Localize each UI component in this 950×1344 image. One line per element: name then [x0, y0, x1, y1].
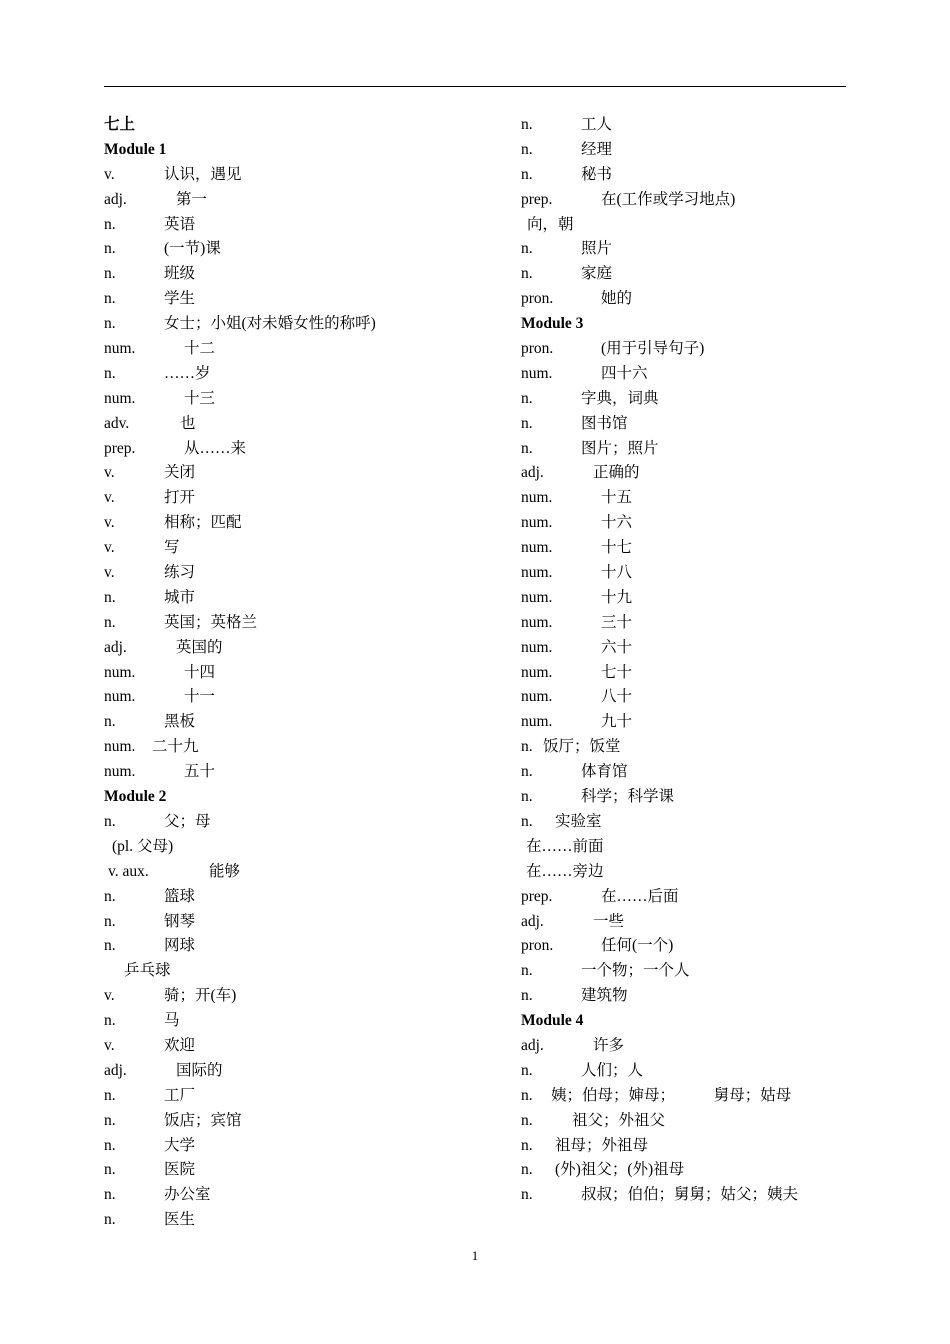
meaning: 七十: [601, 663, 633, 681]
vocab-entry: [521, 1183, 851, 1208]
meaning: 十八: [601, 564, 633, 582]
meaning: 工厂: [164, 1086, 196, 1104]
part-of-speech: v.: [104, 165, 115, 183]
meaning: 医院: [164, 1161, 196, 1179]
vocab-entry: [104, 486, 504, 511]
meaning: 图书馆: [581, 414, 628, 432]
part-of-speech: n.: [104, 1086, 116, 1104]
part-of-speech: num.: [104, 663, 136, 681]
part-of-speech: pron.: [521, 290, 554, 308]
meaning: 医生: [164, 1211, 196, 1229]
vocab-entry: [104, 984, 504, 1009]
part-of-speech: num.: [521, 688, 553, 706]
vocab-note: (pl. 父母): [112, 837, 174, 855]
part-of-speech: n.: [104, 1136, 116, 1154]
vocab-note: 在……旁边: [526, 862, 604, 880]
meaning: 十六: [601, 514, 633, 532]
part-of-speech: n.: [104, 713, 116, 731]
part-of-speech: n.: [104, 1211, 116, 1229]
vocab-entry: [104, 710, 504, 735]
part-of-speech: n.: [521, 987, 533, 1005]
meaning: 她的: [601, 290, 633, 308]
meaning: 叔叔；伯伯；舅舅；姑父；姨夫: [581, 1186, 799, 1204]
meaning: 第一: [176, 190, 208, 208]
meaning: 钢琴: [164, 912, 196, 930]
meaning: 正确的: [593, 464, 640, 482]
vocab-entry: [521, 984, 851, 1009]
vocab-entry: [104, 312, 504, 337]
part-of-speech: v.: [104, 987, 115, 1005]
vocab-entry: [104, 213, 504, 238]
vocab-entry: [521, 337, 851, 362]
vocab-entry: [104, 661, 504, 686]
meaning: 工人: [581, 116, 613, 133]
meaning: 图片；照片: [581, 439, 659, 457]
part-of-speech: num.: [521, 713, 553, 731]
vocab-entry: [104, 636, 504, 661]
vocab-entry: [521, 735, 851, 760]
part-of-speech: v.: [104, 564, 115, 582]
part-of-speech: n.: [521, 738, 533, 756]
vocab-entry: [104, 536, 504, 561]
meaning: 照片: [581, 240, 613, 258]
meaning: 写: [164, 539, 180, 557]
meaning: 十九: [601, 588, 633, 606]
part-of-speech: prep.: [521, 887, 553, 905]
part-of-speech: prep.: [521, 190, 553, 208]
part-of-speech: pron.: [521, 340, 554, 358]
vocab-entry: [521, 710, 851, 735]
vocab-entry: [521, 362, 851, 387]
header-rule: [104, 86, 846, 87]
part-of-speech: n.: [104, 240, 116, 258]
part-of-speech: n.: [521, 265, 533, 283]
meaning: 一些: [593, 912, 625, 930]
vocab-entry: [521, 412, 851, 437]
section-heading: Module 1: [104, 140, 167, 158]
vocab-entry: [104, 1134, 504, 1159]
part-of-speech: n.: [521, 812, 533, 830]
meaning: 网球: [164, 937, 196, 955]
vocab-entry: [521, 611, 851, 636]
meaning: 也: [180, 414, 196, 432]
meaning: 国际的: [176, 1061, 223, 1079]
meaning: 大学: [164, 1136, 196, 1154]
meaning: 家庭: [581, 265, 613, 283]
meaning: 六十: [601, 638, 633, 656]
vocab-entry: [104, 934, 504, 959]
section-heading: 七上: [104, 116, 136, 133]
vocab-entry: [104, 1208, 504, 1233]
meaning: 科学；科学课: [581, 788, 675, 806]
vocab-entry: [521, 511, 851, 536]
meaning: 学生: [164, 290, 196, 308]
part-of-speech: pron.: [521, 937, 554, 955]
part-of-speech: num.: [521, 638, 553, 656]
meaning: 相称；匹配: [164, 514, 242, 532]
vocab-entry: [521, 461, 851, 486]
part-of-speech: v.: [104, 464, 115, 482]
vocab-entry: [521, 1109, 851, 1134]
meaning: 字典，词典: [581, 389, 659, 407]
part-of-speech: n.: [521, 116, 533, 133]
part-of-speech: n.: [521, 1061, 533, 1079]
meaning: 十五: [601, 489, 633, 507]
vocab-entry: [521, 237, 851, 262]
section-heading: Module 2: [104, 788, 167, 806]
part-of-speech: num.: [521, 613, 553, 631]
part-of-speech: n.: [521, 389, 533, 407]
meaning: 欢迎: [164, 1036, 196, 1054]
part-of-speech: n.: [104, 215, 116, 233]
meaning: 三十: [601, 613, 633, 631]
part-of-speech: adj.: [521, 464, 544, 482]
vocab-entry: [521, 113, 851, 138]
vocab-entry: [521, 486, 851, 511]
vocab-entry: [104, 362, 504, 387]
vocab-note: 在……前面: [526, 837, 604, 855]
section-heading: Module 4: [521, 1012, 584, 1030]
meaning: 打开: [164, 489, 196, 507]
vocab-entry: [521, 387, 851, 412]
vocab-entry: [521, 561, 851, 586]
vocab-entry: [104, 735, 504, 760]
vocab-entry: [521, 138, 851, 163]
part-of-speech: n.: [104, 1186, 116, 1204]
vocab-entry: [104, 1034, 504, 1059]
meaning: 饭厅；饭堂: [543, 738, 621, 756]
meaning: 从……来: [184, 439, 247, 457]
part-of-speech: n.: [104, 613, 116, 631]
part-of-speech: adv.: [104, 414, 130, 432]
vocab-entry: [104, 262, 504, 287]
part-of-speech: num.: [104, 738, 136, 756]
meaning: 十七: [601, 539, 633, 557]
vocab-entry: [104, 511, 504, 536]
meaning: 人们；人: [581, 1061, 644, 1079]
part-of-speech: v.: [104, 489, 115, 507]
vocab-entry: [521, 959, 851, 984]
vocab-entry: [521, 287, 851, 312]
vocab-entry: [104, 163, 504, 188]
meaning: 关闭: [164, 464, 196, 482]
part-of-speech: v.: [104, 1036, 115, 1054]
vocab-entry: [104, 1059, 504, 1084]
part-of-speech: n.: [104, 265, 116, 283]
part-of-speech: num.: [521, 539, 553, 557]
part-of-speech: n.: [521, 962, 533, 980]
part-of-speech: v.: [104, 514, 115, 532]
part-of-speech: n.: [104, 812, 116, 830]
vocab-entry: [521, 536, 851, 561]
part-of-speech: num.: [521, 564, 553, 582]
meaning: 办公室: [164, 1186, 211, 1204]
vocab-entry: [521, 685, 851, 710]
meaning: 练习: [164, 564, 196, 582]
part-of-speech: num.: [521, 588, 553, 606]
meaning: (一节)课: [164, 240, 221, 258]
part-of-speech: n.: [521, 1111, 533, 1129]
vocab-entry: [104, 611, 504, 636]
meaning: 饭店；宾馆: [164, 1111, 242, 1129]
meaning: ……岁: [164, 364, 211, 382]
part-of-speech: n.: [104, 937, 116, 955]
part-of-speech: num.: [104, 340, 136, 358]
page-number: 1: [471, 1248, 479, 1263]
vocab-entry: [104, 337, 504, 362]
part-of-speech: n.: [521, 140, 533, 158]
meaning: 八十: [601, 688, 633, 706]
vocab-entry: [104, 685, 504, 710]
vocab-entry: [104, 910, 504, 935]
vocab-entry: [521, 760, 851, 785]
meaning: 四十六: [601, 364, 648, 382]
vocab-entry: [104, 287, 504, 312]
meaning: 马: [164, 1012, 180, 1030]
vocab-entry: [104, 1183, 504, 1208]
meaning: 英国的: [176, 638, 223, 656]
meaning: (用于引导句子): [601, 340, 705, 358]
vocab-entry: [521, 1084, 851, 1109]
vocab-entry: [104, 860, 504, 885]
part-of-speech: n.: [521, 165, 533, 183]
part-of-speech: v. aux.: [108, 862, 149, 880]
part-of-speech: adj.: [104, 1061, 127, 1079]
vocab-entry: [104, 1084, 504, 1109]
meaning: 祖父；外祖父: [572, 1111, 666, 1129]
vocab-entry: [521, 636, 851, 661]
meaning: 父；母: [164, 812, 211, 830]
part-of-speech: adj.: [104, 638, 127, 656]
vocab-entry: [104, 885, 504, 910]
part-of-speech: n.: [521, 439, 533, 457]
part-of-speech: n.: [104, 887, 116, 905]
part-of-speech: n.: [104, 315, 116, 333]
right-column: [521, 113, 851, 1208]
vocab-entry: [104, 760, 504, 785]
part-of-speech: num.: [104, 688, 136, 706]
vocab-entry: [521, 188, 851, 213]
meaning: 英国；英格兰: [164, 613, 258, 631]
part-of-speech: num.: [521, 663, 553, 681]
vocab-entry: [521, 1158, 851, 1183]
part-of-speech: adj.: [521, 912, 544, 930]
meaning: 能够: [209, 862, 241, 880]
part-of-speech: n.: [521, 414, 533, 432]
meaning: 姨；伯母；婶母； 舅母；姑母: [551, 1086, 792, 1104]
part-of-speech: n.: [521, 1086, 533, 1104]
meaning: 实验室: [555, 812, 602, 830]
vocab-entry: [521, 586, 851, 611]
vocab-entry: [521, 810, 851, 835]
meaning: 一个物；一个人: [581, 962, 690, 980]
part-of-speech: num.: [104, 389, 136, 407]
vocab-entry: [104, 188, 504, 213]
part-of-speech: n.: [521, 1161, 533, 1179]
vocab-entry: [104, 1109, 504, 1134]
vocab-entry: [521, 785, 851, 810]
vocab-entry: [104, 1009, 504, 1034]
part-of-speech: n.: [521, 1186, 533, 1204]
part-of-speech: n.: [104, 588, 116, 606]
part-of-speech: n.: [104, 1161, 116, 1179]
part-of-speech: n.: [104, 290, 116, 308]
meaning: 十一: [184, 688, 216, 706]
vocab-entry: [104, 437, 504, 462]
vocab-entry: [104, 412, 504, 437]
vocab-entry: [521, 1134, 851, 1159]
meaning: (外)祖父；(外)祖母: [555, 1161, 685, 1179]
part-of-speech: num.: [521, 489, 553, 507]
meaning: 五十: [184, 763, 216, 781]
vocab-entry: [521, 885, 851, 910]
meaning: 在……后面: [601, 887, 679, 905]
meaning: 许多: [593, 1036, 625, 1054]
part-of-speech: prep.: [104, 439, 136, 457]
part-of-speech: adj.: [521, 1036, 544, 1054]
part-of-speech: n.: [104, 1111, 116, 1129]
meaning: 在(工作或学习地点): [601, 190, 736, 208]
part-of-speech: adj.: [104, 190, 127, 208]
part-of-speech: v.: [104, 539, 115, 557]
vocab-entry: [104, 586, 504, 611]
vocab-note: 乒乓球: [124, 962, 171, 980]
part-of-speech: num.: [104, 763, 136, 781]
vocab-entry: [521, 1034, 851, 1059]
vocab-note: 向，朝: [527, 215, 574, 233]
meaning: 十二: [184, 340, 216, 358]
meaning: 班级: [164, 265, 196, 283]
part-of-speech: n.: [521, 763, 533, 781]
meaning: 篮球: [164, 887, 196, 905]
part-of-speech: num.: [521, 514, 553, 532]
vocab-entry: [104, 237, 504, 262]
part-of-speech: num.: [521, 364, 553, 382]
section-heading: Module 3: [521, 315, 584, 333]
vocab-entry: [521, 910, 851, 935]
vocab-entry: [521, 934, 851, 959]
vocab-entry: [521, 661, 851, 686]
meaning: 认识，遇见: [164, 165, 242, 183]
meaning: 秘书: [581, 165, 613, 183]
part-of-speech: n.: [521, 1136, 533, 1154]
meaning: 十三: [184, 389, 216, 407]
meaning: 建筑物: [581, 987, 628, 1005]
meaning: 城市: [164, 588, 196, 606]
part-of-speech: n.: [521, 240, 533, 258]
meaning: 骑；开(车): [164, 987, 237, 1005]
vocab-entry: [104, 1158, 504, 1183]
vocab-entry: [521, 1059, 851, 1084]
meaning: 二十九: [152, 738, 199, 756]
meaning: 经理: [581, 140, 613, 158]
vocab-entry: [521, 262, 851, 287]
part-of-speech: n.: [104, 912, 116, 930]
vocab-entry: [521, 437, 851, 462]
left-column: [104, 113, 504, 1233]
part-of-speech: n.: [521, 788, 533, 806]
part-of-speech: n.: [104, 1012, 116, 1030]
vocab-entry: [104, 461, 504, 486]
meaning: 体育馆: [581, 763, 628, 781]
vocab-entry: [521, 163, 851, 188]
part-of-speech: n.: [104, 364, 116, 382]
vocab-entry: [104, 810, 504, 835]
meaning: 任何(一个): [601, 937, 674, 955]
meaning: 祖母；外祖母: [555, 1136, 649, 1154]
vocab-entry: [104, 387, 504, 412]
vocab-entry: [104, 561, 504, 586]
meaning: 黑板: [164, 713, 196, 731]
meaning: 九十: [601, 713, 633, 731]
meaning: 英语: [164, 215, 196, 233]
meaning: 女士；小姐(对未婚女性的称呼): [164, 315, 376, 333]
meaning: 十四: [184, 663, 216, 681]
